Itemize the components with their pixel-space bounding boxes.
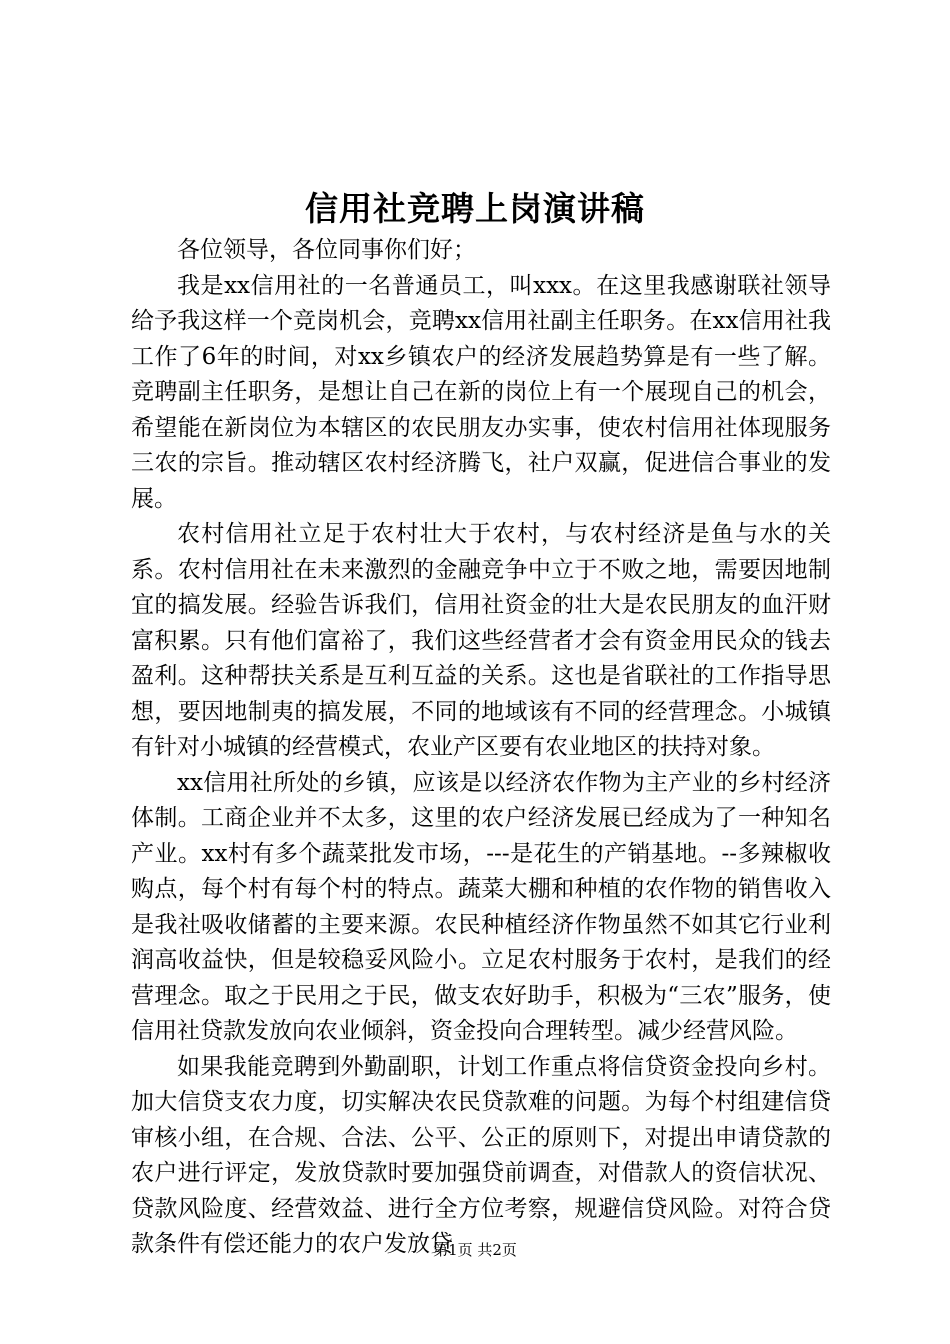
paragraph-greeting: 各位领导，各位同事你们好； <box>177 237 476 263</box>
paragraph-rural-cooperative: 农村信用社立足于农村壮大于农村，与农村经济是鱼与水的关系。农村信用社在未来激烈的金融竞争中立于不败之地，需要因地制宜的搞发展。经验告诉我们，信用社资金的壮大是农民朋友的血汗财富积累。只有他们富裕了，我们这些经营者才会有资金用民众的钱去盈利。这种帮扶关系是互利互益的关系。这也是省联社的工作指导思想，要因地制夷的搞发展，不同的地域该有不同的经营理念。小城镇有针对小城镇的经营模式，农业产区要有农业地区的扶持对象。 <box>131 521 831 760</box>
page-number-footer: 第1页 共2页 <box>433 1241 517 1259</box>
document-body <box>131 233 831 1263</box>
paragraph-local-economy: xx信用社所处的乡镇，应该是以经济农作物为主产业的乡村经济体制。工商企业并不太多，这里的农户经济发展已经成为了一种知名产业。xx村有多个蔬菜批发市场，---是花生的产销基地。--多辣椒收购点，每个村有每个村的特点。蔬菜大棚和种植的农作物的销售收入是我社吸收储蓄的主要来源。农民种植经济作物虽然不如其它行业利润高收益快，但是较稳妥风险小。立足农村服务于农村，是我们的经营理念。取之于民用之于民，做支农好助手，积极为“三农”服务，使信用社贷款发放向农业倾斜，资金投向合理转型。减少经营风险。 <box>131 769 831 1044</box>
document-title: 信用社竞聘上岗演讲稿 <box>305 189 645 228</box>
paragraph-work-plan: 如果我能竞聘到外勤副职，计划工作重点将信贷资金投向乡村。加大信贷支农力度，切实解决农民贷款难的问题。为每个村组建信贷审核小组，在合规、合法、公平、公正的原则下，对提出申请贷款的农户进行评定，发放贷款时要加强贷前调查，对借款人的资信状况、贷款风险度、经营效益、进行全方位考察，规避信贷风险。对符合贷款条件有偿还能力的农户发放贷 <box>131 1053 831 1257</box>
paragraph-introduction: 我是xx信用社的一名普通员工，叫xxx。在这里我感谢联社领导给予我这样一个竞岗机会，竞聘xx信用社副主任职务。在xx信用社我工作了6年的时间，对xx乡镇农户的经济发展趋势算是有一些了解。竞聘副主任职务，是想让自己在新的岗位上有一个展现自己的机会，希望能在新岗位为本辖区的农民朋友办实事，使农村信用社体现服务三农的宗旨。推动辖区农村经济腾飞，社户双赢，促进信合事业的发展。 <box>131 272 831 512</box>
